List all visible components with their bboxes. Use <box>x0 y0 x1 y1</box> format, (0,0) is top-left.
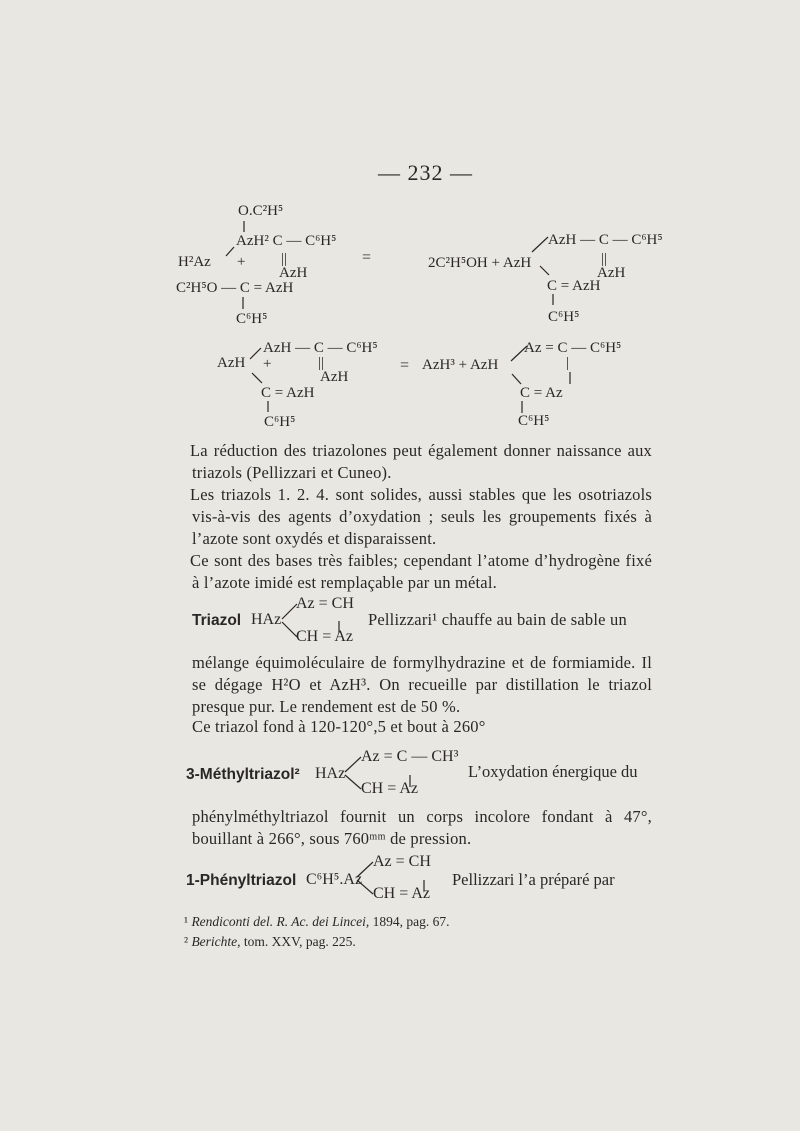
eq1-c2h5o: C²H⁵O — C = AzH <box>176 280 294 296</box>
footnote-1-title: Rendiconti del. R. Ac. dei Lincei, <box>191 914 370 929</box>
paragraph-1: La réduction des triazolones peut également donner naissance aux triazols (Pellizzari et Cuneo). <box>190 441 652 482</box>
eq2-lhs-plus: + <box>263 356 272 372</box>
eq2-rhs-top: Az = C — C⁶H⁵ <box>524 340 622 356</box>
methyl-side-text: L’oxydation énergique du <box>468 762 638 781</box>
paragraph-3: Ce sont des bases très faibles; cependant l’atome d’hydrogène fixé à l’azote imidé est remplaçable par un métal. <box>190 551 652 592</box>
eq1-c6h5: C⁶H⁵ <box>236 311 268 327</box>
paragraph-reduction <box>192 440 652 594</box>
methyl-prefix: HAz <box>315 765 346 782</box>
triazol-top: Az = CH <box>296 595 354 612</box>
footnote-1 <box>184 914 450 930</box>
paragraph-fond: Ce triazol fond à 120-120°,5 et bout à 260° <box>192 717 486 736</box>
paragraph-2: Les triazols 1. 2. 4. sont solides, aussi stables que les osotriazols vis-à-vis des agents d’oxydation ; seuls les groupements fixés à l’azote sont oxydés et disparaissent. <box>190 485 652 548</box>
paragraph-methyl: phénylméthyltriazol fournit un corps incolore fondant à 47°, bouillant à 266°, sous 760ᵐᵐ de pression. <box>192 807 652 848</box>
footnote-2-title: Berichte, <box>191 934 241 949</box>
footnote-1-mark: ¹ <box>184 914 189 929</box>
eq1-azh-mid: AzH <box>279 265 308 281</box>
methyl-bottom: CH = Az <box>361 780 419 797</box>
eq1-azh2-top: AzH² C — C⁶H⁵ <box>236 233 337 249</box>
eq2-lhs-c-azh: C = AzH <box>261 385 315 401</box>
phenyl-bonds <box>0 0 1 1</box>
phenyl-prefix: C⁶H⁵.Az <box>306 871 363 888</box>
triazol-bottom: CH = Az <box>296 628 354 645</box>
phenyl-side-text: Pellizzari l’a préparé par <box>452 870 615 889</box>
triazol-side-text: Pellizzari¹ chauffe au bain de sable un <box>368 610 627 629</box>
eq1-rhs-c6h5: C⁶H⁵ <box>548 309 580 325</box>
eq1-equals: = <box>362 249 372 266</box>
eq2-rhs-c-az: C = Az <box>520 385 563 401</box>
eq2-rhs-prefix: AzH³ + AzH <box>422 357 499 373</box>
footnote-2-mark: ² <box>184 934 189 949</box>
triazol-label: Triazol <box>192 612 242 629</box>
eq2-lhs-dbl: || <box>318 355 325 371</box>
eq1-dbl: || <box>281 251 288 267</box>
page-number: — 232 — <box>378 160 473 185</box>
eq1-rhs-top: AzH — C — C⁶H⁵ <box>548 232 663 248</box>
phenyl-bottom: CH = Az <box>373 885 431 902</box>
eq1-rhs-c-azh: C = AzH <box>547 278 601 294</box>
eq1-oc2h5: O.C²H⁵ <box>238 203 284 219</box>
eq2-lhs-azh-mid: AzH <box>320 369 349 385</box>
triazol-prefix: HAz <box>251 611 282 628</box>
eq2-lhs-top: AzH — C — C⁶H⁵ <box>263 340 378 356</box>
eq2-rhs-c6h5: C⁶H⁵ <box>518 413 550 429</box>
eq1-rhs-dbl: || <box>601 251 608 267</box>
methyl-label: 3-Méthyltriazol² <box>186 766 300 783</box>
footnote-1-rest: 1894, pag. 67. <box>369 914 450 929</box>
eq1-h2az: H²Az <box>178 254 211 270</box>
footnote-2-rest: tom. XXV, pag. 225. <box>240 934 356 949</box>
methyl-top: Az = C — CH³ <box>361 748 459 765</box>
phenyl-top: Az = CH <box>373 853 431 870</box>
paragraph-triazol: mélange équimoléculaire de formylhydrazine et de formiamide. Il se dégage H²O et AzH³. On recueille par distillation le triazol presque pur. Le rendement est de 50 %. <box>192 653 652 716</box>
footnote-2 <box>184 934 356 950</box>
eq2-lhs-c6h5: C⁶H⁵ <box>264 414 296 430</box>
eq2-equals: = <box>400 357 410 374</box>
eq1-rhs-prefix: 2C²H⁵OH + AzH <box>428 255 532 271</box>
eq1-plus: + <box>237 254 246 270</box>
phenyl-label: 1-Phényltriazol <box>186 872 297 889</box>
eq2-lhs-azh: AzH <box>217 355 246 371</box>
eq1-rhs-azh: AzH <box>597 265 626 281</box>
eq2-rhs-bar: | <box>566 355 570 371</box>
